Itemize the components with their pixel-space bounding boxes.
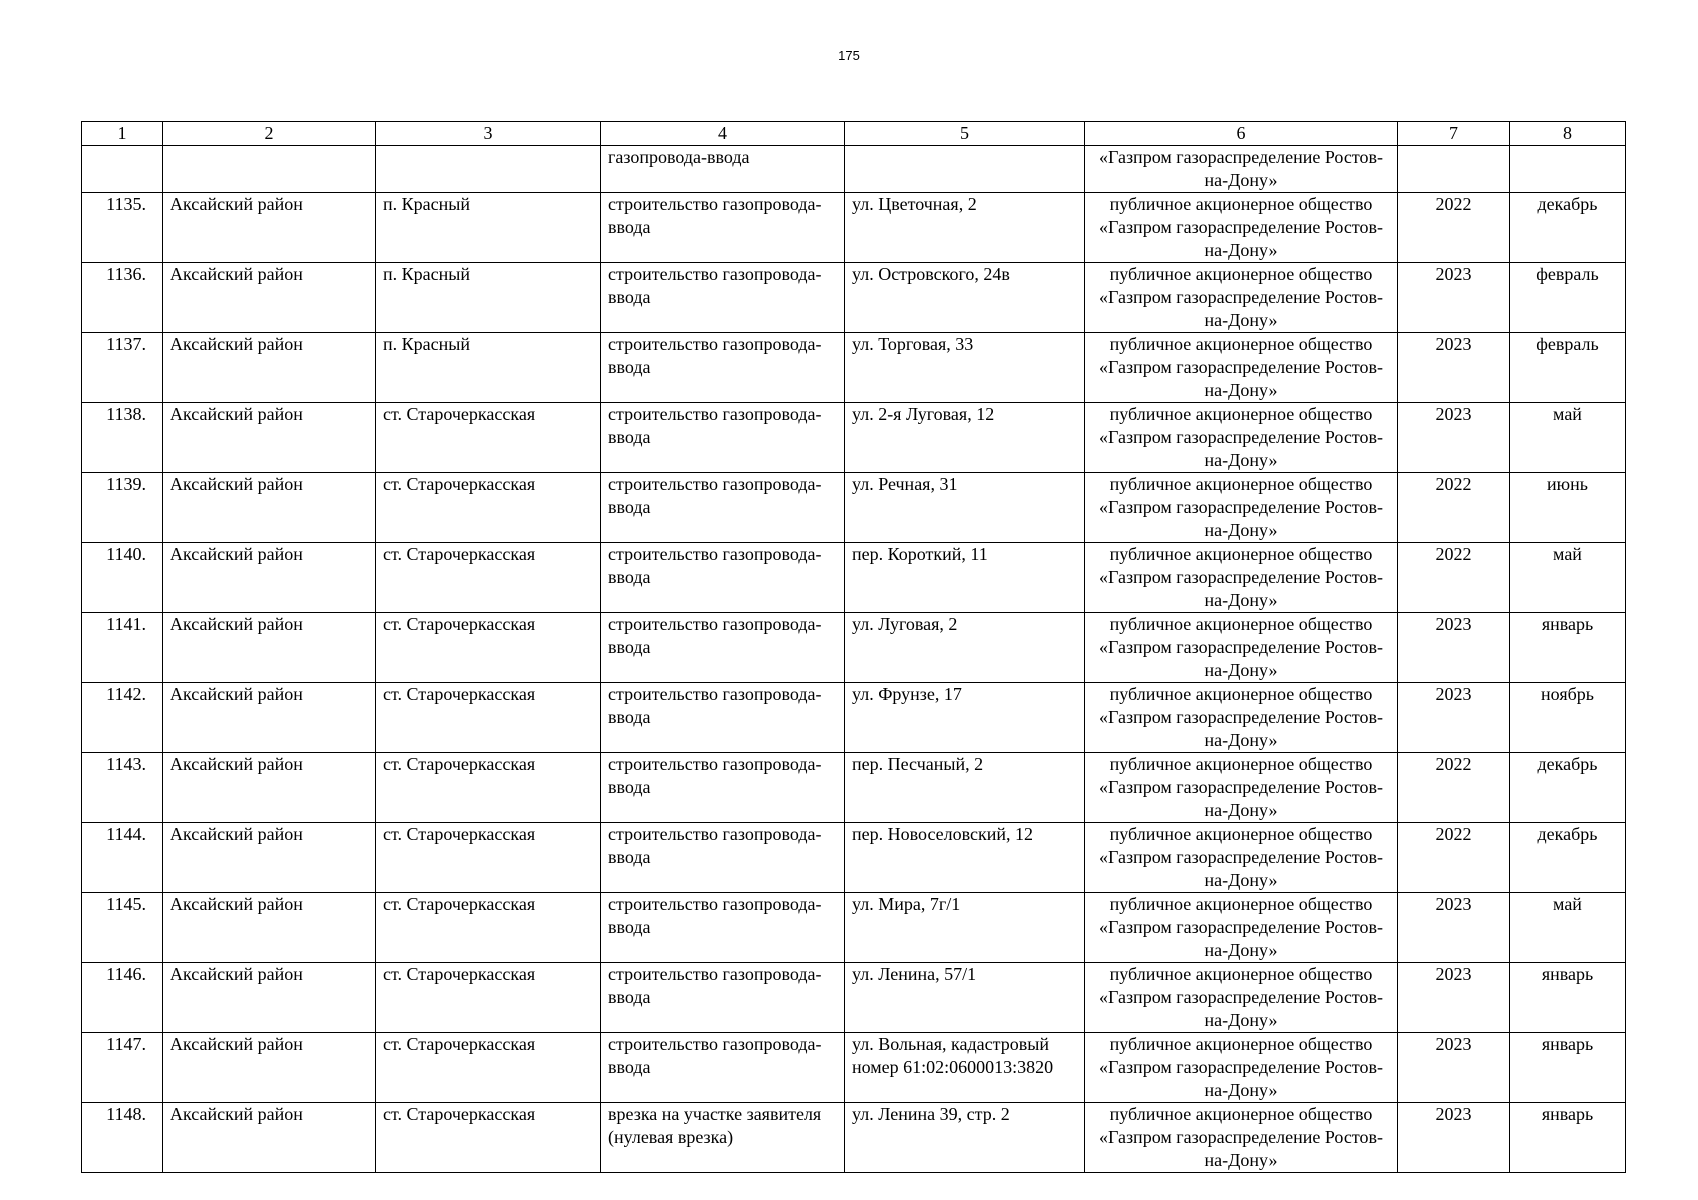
- year-cell: 2023: [1398, 333, 1510, 403]
- work-type-cell: строительство газопровода-ввода: [601, 263, 845, 333]
- address-cell: ул. Торговая, 33: [845, 333, 1085, 403]
- district-cell: [163, 146, 376, 193]
- column-number-5: 5: [845, 122, 1085, 146]
- month-cell: ноябрь: [1510, 683, 1626, 753]
- year-cell: [1398, 146, 1510, 193]
- row-number-cell: 1144.: [82, 823, 163, 893]
- table-row: [82, 753, 1626, 823]
- organization-cell: публичное акционерное общество «Газпром газораспределение Ростов-на-Дону»: [1085, 963, 1398, 1033]
- month-cell: декабрь: [1510, 193, 1626, 263]
- column-number-4: 4: [601, 122, 845, 146]
- organization-cell: публичное акционерное общество «Газпром газораспределение Ростов-на-Дону»: [1085, 473, 1398, 543]
- year-cell: 2023: [1398, 263, 1510, 333]
- month-cell: февраль: [1510, 333, 1626, 403]
- row-number-cell: 1148.: [82, 1103, 163, 1173]
- column-number-row: [82, 122, 1626, 146]
- settlement-cell: ст. Старочеркасская: [376, 613, 601, 683]
- settlement-cell: ст. Старочеркасская: [376, 683, 601, 753]
- address-cell: ул. Ленина 39, стр. 2: [845, 1103, 1085, 1173]
- work-type-cell: строительство газопровода-ввода: [601, 193, 845, 263]
- row-number-cell: 1141.: [82, 613, 163, 683]
- month-cell: май: [1510, 893, 1626, 963]
- district-cell: Аксайский район: [163, 1033, 376, 1103]
- table-row: [82, 193, 1626, 263]
- month-cell: май: [1510, 543, 1626, 613]
- work-type-cell: строительство газопровода-ввода: [601, 893, 845, 963]
- organization-cell: публичное акционерное общество «Газпром газораспределение Ростов-на-Дону»: [1085, 613, 1398, 683]
- organization-cell: публичное акционерное общество «Газпром газораспределение Ростов-на-Дону»: [1085, 193, 1398, 263]
- month-cell: май: [1510, 403, 1626, 473]
- table-row: [82, 263, 1626, 333]
- page-number: 175: [838, 48, 860, 63]
- work-type-cell: строительство газопровода-ввода: [601, 613, 845, 683]
- row-number-cell: 1138.: [82, 403, 163, 473]
- settlement-cell: п. Красный: [376, 333, 601, 403]
- district-cell: Аксайский район: [163, 893, 376, 963]
- year-cell: 2023: [1398, 613, 1510, 683]
- district-cell: Аксайский район: [163, 263, 376, 333]
- settlement-cell: ст. Старочеркасская: [376, 753, 601, 823]
- work-type-cell: строительство газопровода-ввода: [601, 473, 845, 543]
- month-cell: июнь: [1510, 473, 1626, 543]
- work-type-cell: строительство газопровода-ввода: [601, 823, 845, 893]
- column-number-2: 2: [163, 122, 376, 146]
- month-cell: декабрь: [1510, 753, 1626, 823]
- organization-cell: публичное акционерное общество «Газпром газораспределение Ростов-на-Дону»: [1085, 753, 1398, 823]
- month-cell: [1510, 146, 1626, 193]
- row-number-cell: [82, 146, 163, 193]
- row-number-cell: 1145.: [82, 893, 163, 963]
- address-cell: пер. Песчаный, 2: [845, 753, 1085, 823]
- year-cell: 2022: [1398, 543, 1510, 613]
- address-cell: ул. Островского, 24в: [845, 263, 1085, 333]
- district-cell: Аксайский район: [163, 963, 376, 1033]
- row-number-cell: 1135.: [82, 193, 163, 263]
- settlement-cell: ст. Старочеркасская: [376, 473, 601, 543]
- year-cell: 2022: [1398, 473, 1510, 543]
- work-type-cell: строительство газопровода-ввода: [601, 753, 845, 823]
- settlement-cell: п. Красный: [376, 193, 601, 263]
- address-cell: ул. Ленина, 57/1: [845, 963, 1085, 1033]
- table-row: [82, 683, 1626, 753]
- district-cell: Аксайский район: [163, 683, 376, 753]
- row-number-cell: 1147.: [82, 1033, 163, 1103]
- address-cell: ул. Мира, 7г/1: [845, 893, 1085, 963]
- settlement-cell: ст. Старочеркасская: [376, 1103, 601, 1173]
- month-cell: декабрь: [1510, 823, 1626, 893]
- organization-cell: публичное акционерное общество «Газпром газораспределение Ростов-на-Дону»: [1085, 403, 1398, 473]
- work-type-cell: строительство газопровода-ввода: [601, 963, 845, 1033]
- year-cell: 2023: [1398, 893, 1510, 963]
- organization-cell: публичное акционерное общество «Газпром газораспределение Ростов-на-Дону»: [1085, 683, 1398, 753]
- organization-cell: публичное акционерное общество «Газпром газораспределение Ростов-на-Дону»: [1085, 543, 1398, 613]
- year-cell: 2022: [1398, 753, 1510, 823]
- table-row: [82, 543, 1626, 613]
- column-number-7: 7: [1398, 122, 1510, 146]
- district-cell: Аксайский район: [163, 613, 376, 683]
- district-cell: Аксайский район: [163, 1103, 376, 1173]
- address-cell: ул. 2-я Луговая, 12: [845, 403, 1085, 473]
- year-cell: 2022: [1398, 193, 1510, 263]
- row-number-cell: 1136.: [82, 263, 163, 333]
- settlement-cell: ст. Старочеркасская: [376, 1033, 601, 1103]
- settlement-cell: [376, 146, 601, 193]
- address-cell: ул. Фрунзе, 17: [845, 683, 1085, 753]
- settlement-cell: ст. Старочеркасская: [376, 543, 601, 613]
- table-row: [82, 1033, 1626, 1103]
- table-body: [82, 122, 1626, 1173]
- district-cell: Аксайский район: [163, 193, 376, 263]
- table-row: [82, 823, 1626, 893]
- row-number-cell: 1143.: [82, 753, 163, 823]
- address-cell: ул. Луговая, 2: [845, 613, 1085, 683]
- work-type-cell: строительство газопровода-ввода: [601, 1033, 845, 1103]
- table-row: [82, 963, 1626, 1033]
- work-type-cell: строительство газопровода-ввода: [601, 333, 845, 403]
- district-cell: Аксайский район: [163, 823, 376, 893]
- district-cell: Аксайский район: [163, 543, 376, 613]
- settlement-cell: ст. Старочеркасская: [376, 403, 601, 473]
- table-row: [82, 333, 1626, 403]
- organization-cell: «Газпром газораспределение Ростов-на-Дону»: [1085, 146, 1398, 193]
- settlement-cell: ст. Старочеркасская: [376, 963, 601, 1033]
- table-row: [82, 1103, 1626, 1173]
- table-row: [82, 893, 1626, 963]
- work-type-cell: строительство газопровода-ввода: [601, 543, 845, 613]
- year-cell: 2023: [1398, 1103, 1510, 1173]
- organization-cell: публичное акционерное общество «Газпром газораспределение Ростов-на-Дону»: [1085, 823, 1398, 893]
- row-number-cell: 1140.: [82, 543, 163, 613]
- address-cell: ул. Вольная, кадастровый номер 61:02:0600013:3820: [845, 1033, 1085, 1103]
- year-cell: 2023: [1398, 683, 1510, 753]
- column-number-6: 6: [1085, 122, 1398, 146]
- settlement-cell: ст. Старочеркасская: [376, 823, 601, 893]
- organization-cell: публичное акционерное общество «Газпром газораспределение Ростов-на-Дону»: [1085, 893, 1398, 963]
- organization-cell: публичное акционерное общество «Газпром газораспределение Ростов-на-Дону»: [1085, 263, 1398, 333]
- address-cell: пер. Короткий, 11: [845, 543, 1085, 613]
- work-type-cell: врезка на участке заявителя (нулевая врезка): [601, 1103, 845, 1173]
- district-cell: Аксайский район: [163, 473, 376, 543]
- year-cell: 2023: [1398, 963, 1510, 1033]
- month-cell: январь: [1510, 1033, 1626, 1103]
- work-type-cell: строительство газопровода-ввода: [601, 683, 845, 753]
- address-cell: ул. Цветочная, 2: [845, 193, 1085, 263]
- gas-connection-table: [81, 121, 1626, 1173]
- address-cell: ул. Речная, 31: [845, 473, 1085, 543]
- work-type-cell: строительство газопровода-ввода: [601, 403, 845, 473]
- table-row: [82, 613, 1626, 683]
- work-type-cell: газопровода-ввода: [601, 146, 845, 193]
- organization-cell: публичное акционерное общество «Газпром газораспределение Ростов-на-Дону»: [1085, 1103, 1398, 1173]
- row-number-cell: 1142.: [82, 683, 163, 753]
- month-cell: январь: [1510, 613, 1626, 683]
- address-cell: пер. Новоселовский, 12: [845, 823, 1085, 893]
- year-cell: 2023: [1398, 1033, 1510, 1103]
- row-number-cell: 1139.: [82, 473, 163, 543]
- settlement-cell: ст. Старочеркасская: [376, 893, 601, 963]
- organization-cell: публичное акционерное общество «Газпром газораспределение Ростов-на-Дону»: [1085, 1033, 1398, 1103]
- table-row: [82, 403, 1626, 473]
- district-cell: Аксайский район: [163, 333, 376, 403]
- year-cell: 2023: [1398, 403, 1510, 473]
- year-cell: 2022: [1398, 823, 1510, 893]
- table-row: [82, 473, 1626, 543]
- month-cell: февраль: [1510, 263, 1626, 333]
- month-cell: январь: [1510, 963, 1626, 1033]
- district-cell: Аксайский район: [163, 753, 376, 823]
- column-number-3: 3: [376, 122, 601, 146]
- column-number-8: 8: [1510, 122, 1626, 146]
- continuation-row: [82, 146, 1626, 193]
- column-number-1: 1: [82, 122, 163, 146]
- organization-cell: публичное акционерное общество «Газпром газораспределение Ростов-на-Дону»: [1085, 333, 1398, 403]
- district-cell: Аксайский район: [163, 403, 376, 473]
- settlement-cell: п. Красный: [376, 263, 601, 333]
- row-number-cell: 1137.: [82, 333, 163, 403]
- row-number-cell: 1146.: [82, 963, 163, 1033]
- month-cell: январь: [1510, 1103, 1626, 1173]
- address-cell: [845, 146, 1085, 193]
